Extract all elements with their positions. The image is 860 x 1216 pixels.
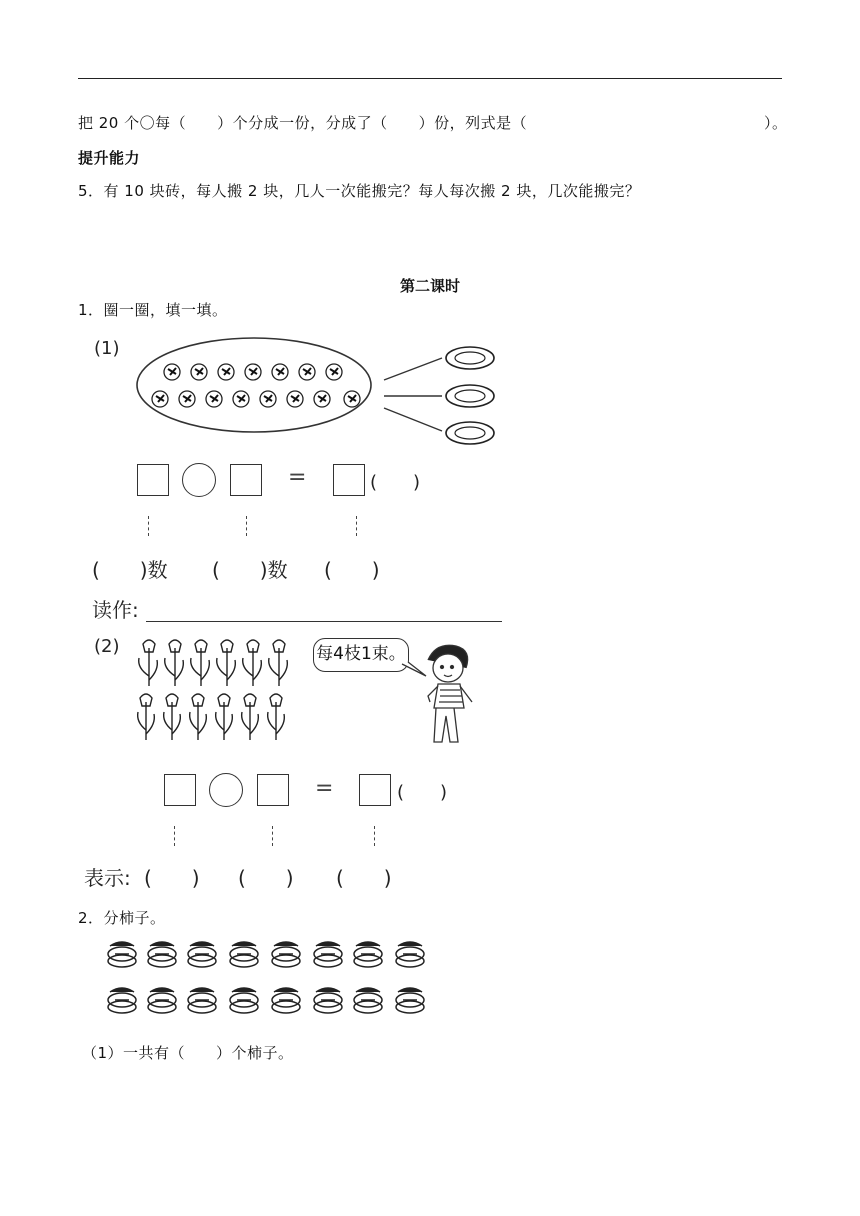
part-2-label: (2) (94, 636, 120, 657)
quotient-box-2[interactable] (359, 774, 391, 806)
dashed-guide (246, 516, 247, 536)
flower (190, 694, 207, 740)
dashed-guide (356, 516, 357, 536)
meaning-blank[interactable]: ( ) (144, 866, 200, 890)
quotient-name[interactable]: ( ) (324, 558, 380, 582)
operator-circle[interactable] (182, 463, 216, 497)
apple-row-bottom (152, 391, 360, 407)
flower (269, 640, 288, 686)
quotient-box[interactable] (333, 464, 365, 496)
boy-illustration (418, 640, 492, 750)
flower (268, 694, 285, 740)
apple-plates-illustration (132, 336, 512, 446)
meaning-blank[interactable]: ( ) (238, 866, 294, 890)
read-answer-line[interactable] (146, 621, 502, 622)
read-label: 读作: (92, 598, 139, 622)
connector-lines (384, 358, 442, 431)
lesson-title: 第二课时 (399, 277, 460, 295)
flower (191, 640, 210, 686)
flower (139, 640, 158, 686)
unit-paren[interactable]: ( ) (370, 472, 421, 493)
flower (138, 694, 155, 740)
divisor-name[interactable]: ( )数 (212, 558, 288, 582)
divisor-box-2[interactable] (257, 774, 289, 806)
equals-sign: = (288, 465, 307, 490)
fill-in-line (78, 112, 527, 133)
section-title: 提升能力 (78, 149, 141, 167)
persimmons-illustration (104, 936, 434, 1020)
fill-in-line-end: ）。 (764, 114, 788, 132)
unit-paren-2[interactable]: ( ) (397, 782, 448, 803)
apple-row-top (164, 364, 342, 380)
question-2: 2．分柿子。 (78, 909, 166, 927)
meaning-label: 表示: (84, 866, 131, 890)
equals-sign-2: = (315, 776, 334, 801)
flower (216, 694, 233, 740)
header-rule (78, 78, 782, 79)
flower (165, 640, 184, 686)
flower (242, 694, 259, 740)
fill-in-text: 把 20 个〇每（ ）个分成一份，分成了（ ）份，列式是（ (78, 114, 528, 132)
flower (243, 640, 262, 686)
flowers-illustration (134, 636, 298, 744)
operator-circle-2[interactable] (209, 773, 243, 807)
plates (446, 347, 494, 444)
question-1: 1．圈一圈，填一填。 (78, 301, 228, 319)
dashed-guide (272, 826, 273, 846)
question-2-1: （1）一共有（ ）个柿子。 (82, 1044, 294, 1062)
flower (164, 694, 181, 740)
flower (217, 640, 236, 686)
persimmon-row-top (108, 942, 424, 967)
dashed-guide (174, 826, 175, 846)
grouping-ellipse (137, 338, 371, 432)
dividend-box-2[interactable] (164, 774, 196, 806)
dashed-guide (148, 516, 149, 536)
divisor-box[interactable] (230, 464, 262, 496)
dividend-name[interactable]: ( )数 (92, 558, 168, 582)
speech-bubble: 每4枝1束。 (313, 638, 409, 672)
meaning-blank[interactable]: ( ) (336, 866, 392, 890)
dividend-box[interactable] (137, 464, 169, 496)
question-5: 5．有 10 块砖，每人搬 2 块，几人一次能搬完？每人每次搬 2 块，几次能搬完？ (78, 182, 641, 200)
dashed-guide (374, 826, 375, 846)
part-1-label: (1) (94, 338, 120, 359)
persimmon-row-bottom (108, 988, 424, 1013)
